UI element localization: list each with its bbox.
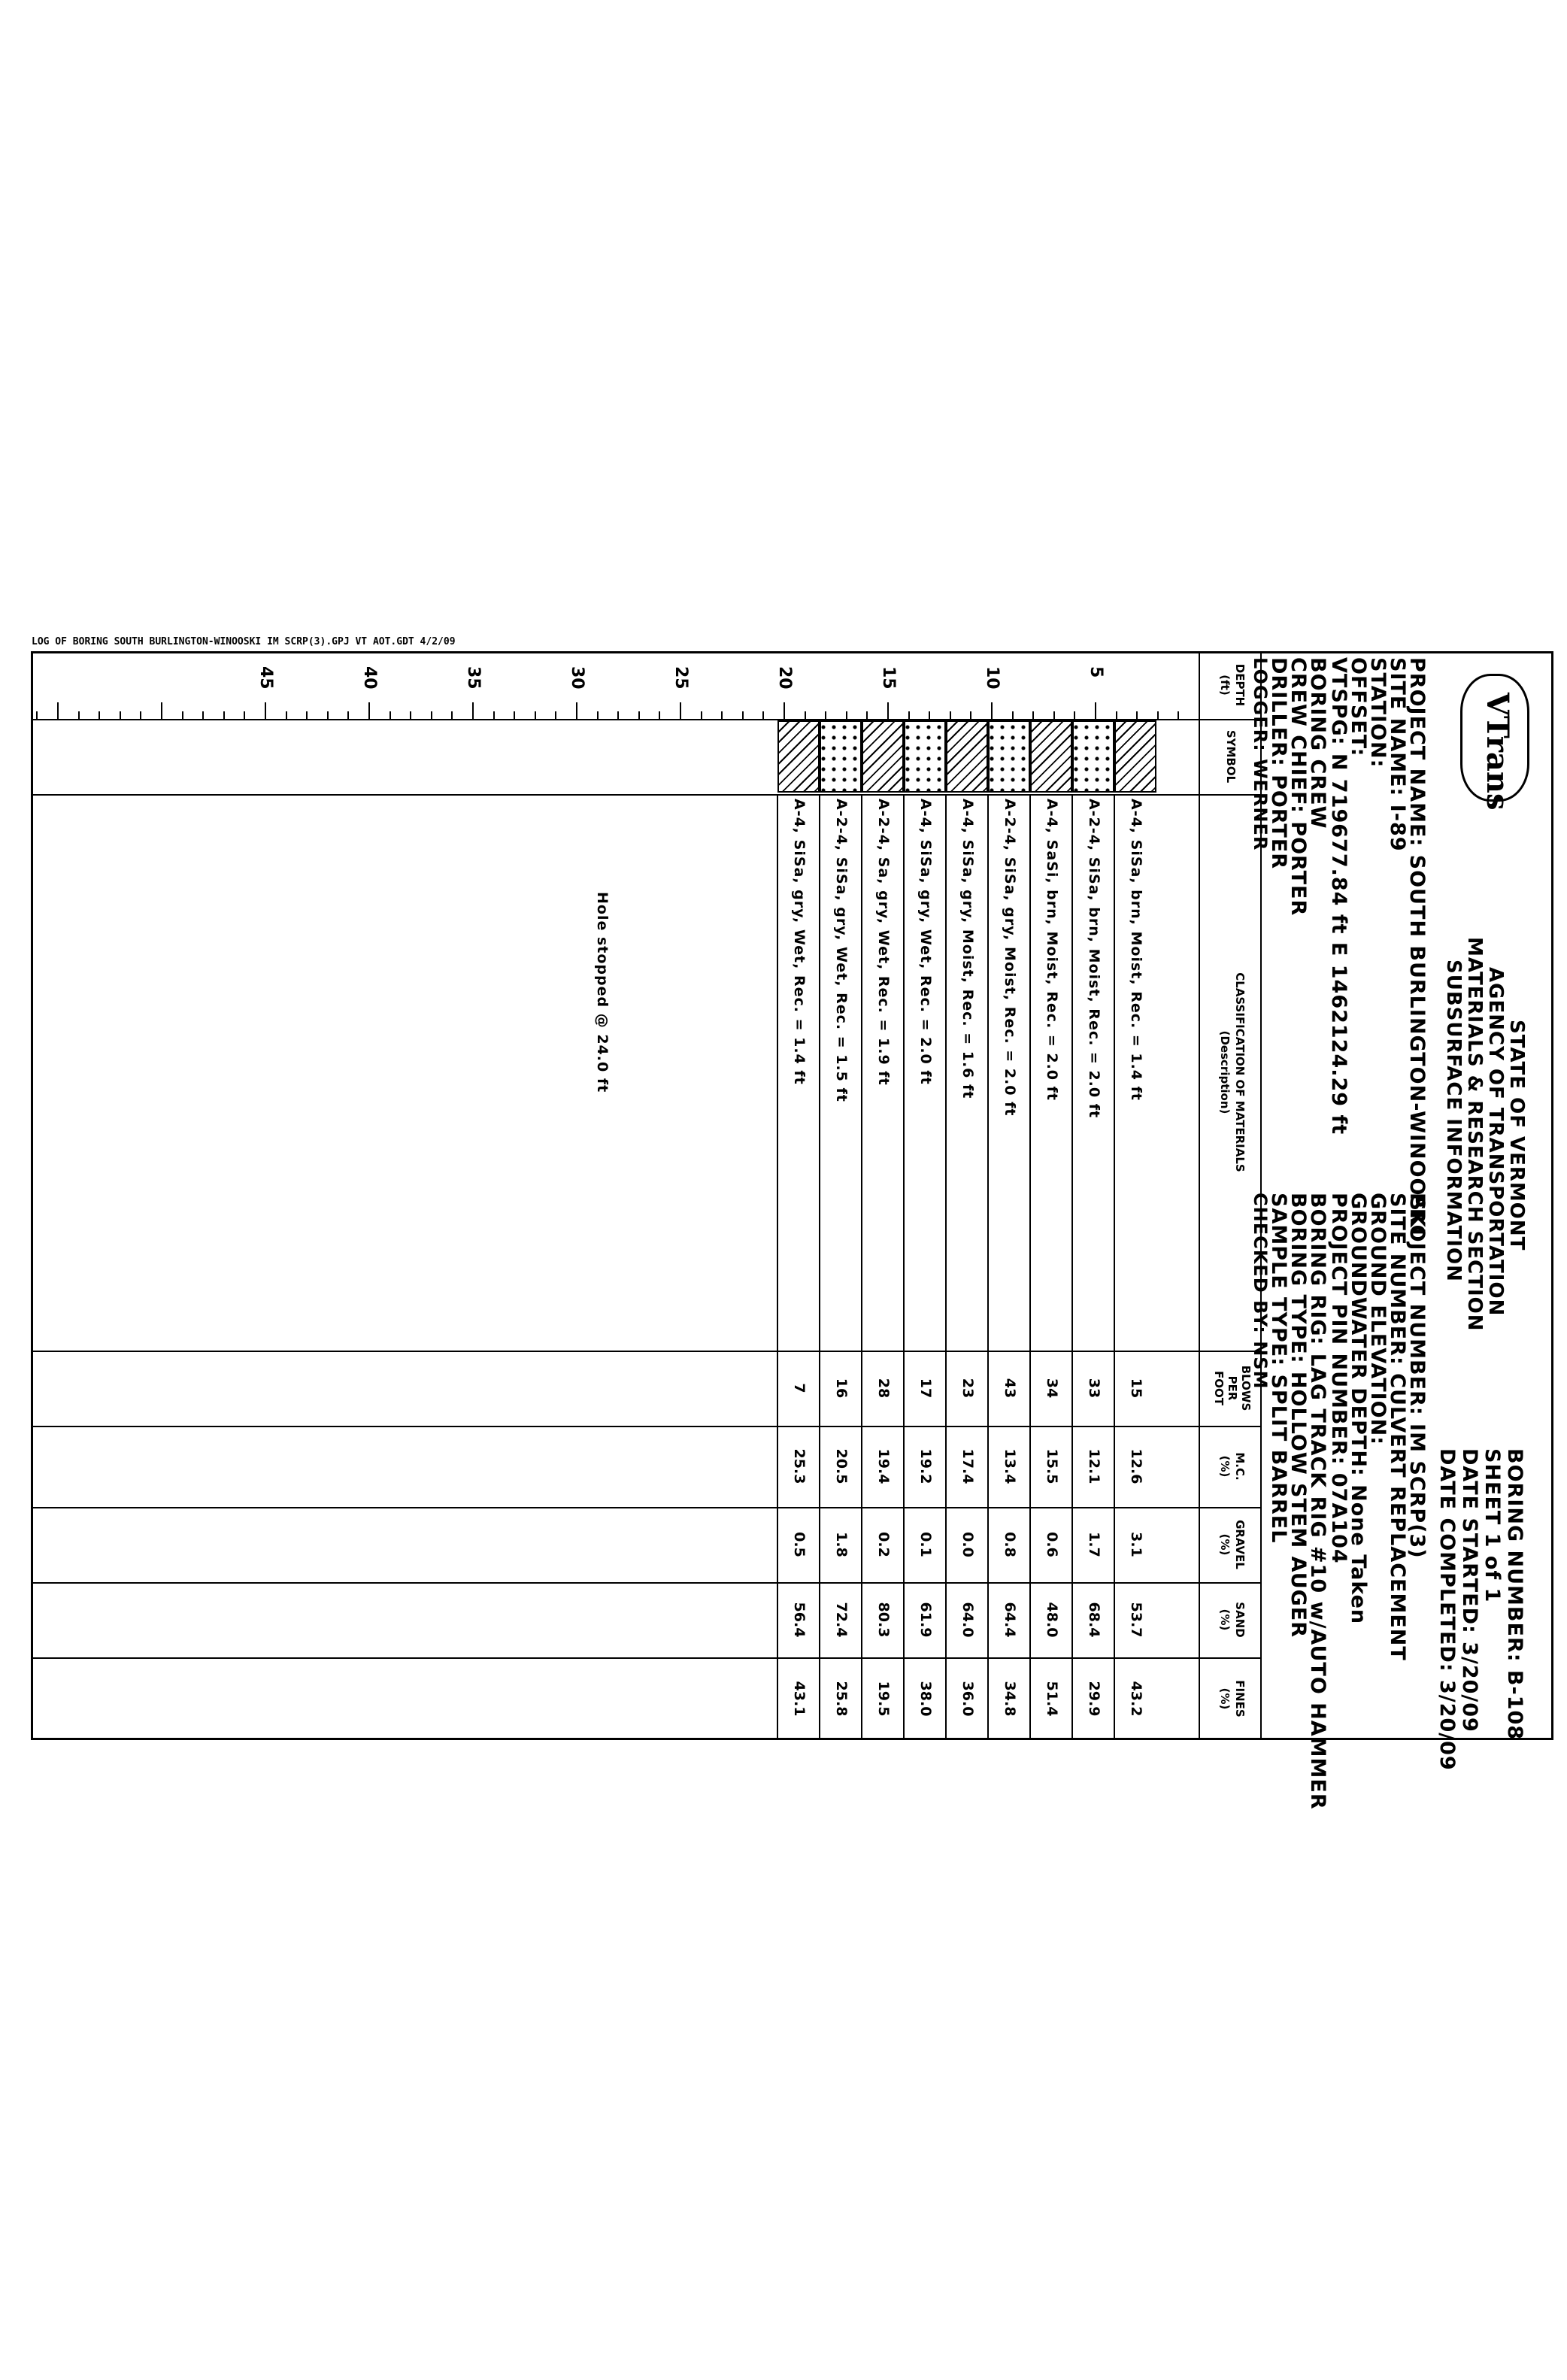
- depth-tick: [908, 711, 910, 719]
- depth-tick: [762, 711, 764, 719]
- depth-tick: [306, 711, 308, 719]
- boring-number: BORING NUMBER: B-108: [1503, 1448, 1526, 1741]
- soil-symbol: [862, 720, 904, 793]
- sample-blows: 28: [875, 1378, 892, 1399]
- ground-elevation: GROUND ELEVATION:: [1366, 1193, 1390, 1446]
- site-name: SITE NAME: I-89: [1386, 657, 1409, 852]
- sample-blows: 17: [917, 1378, 934, 1399]
- depth-tick: [659, 711, 660, 719]
- groundwater-depth: GROUNDWATER DEPTH: None Taken: [1347, 1193, 1370, 1625]
- sample-mc: 17.4: [959, 1448, 976, 1484]
- sample-sand: 61.9: [917, 1602, 934, 1638]
- date-started: DATE STARTED: 3/20/09: [1458, 1448, 1481, 1733]
- fines-header: FINES: [1233, 1680, 1247, 1718]
- sample-gravel: 1.8: [833, 1532, 850, 1557]
- depth-tick: [555, 711, 556, 719]
- station: STATION:: [1366, 657, 1390, 769]
- sample-blows: 23: [959, 1378, 976, 1399]
- depth-tick: [866, 711, 868, 719]
- depth-tick: [99, 711, 100, 719]
- depth-tick: [244, 711, 245, 719]
- logo-text: VTrans: [1480, 693, 1515, 811]
- sample-mc: 12.6: [1128, 1448, 1144, 1484]
- project-name: PROJECT NAME: SOUTH BURLINGTON-WINOOSKI: [1405, 657, 1429, 1236]
- depth-label: 25: [671, 666, 690, 690]
- mc-unit: (%): [1218, 1455, 1232, 1478]
- depth-label: 45: [256, 666, 275, 690]
- sample-fines: 36.0: [959, 1681, 976, 1717]
- sample-row-line: [819, 794, 820, 1740]
- sample-blows: 34: [1044, 1378, 1060, 1399]
- depth-tick: [784, 702, 785, 719]
- depth-label: 35: [464, 666, 483, 690]
- sample-fines: 19.5: [875, 1681, 892, 1717]
- sample-sand: 56.4: [791, 1602, 808, 1638]
- depth-tick: [721, 711, 723, 719]
- sample-sand: 68.4: [1086, 1602, 1102, 1638]
- sample-mc: 25.3: [791, 1448, 808, 1484]
- col-divider-blows: [31, 1426, 1262, 1427]
- sample-blows: 15: [1128, 1378, 1144, 1399]
- sample-description: A-2-4, SiSa, brn, Moist, Rec. = 2.0 ft: [1086, 799, 1102, 1119]
- depth-unit: (ft): [1218, 675, 1232, 696]
- depth-tick: [431, 711, 432, 719]
- gravel-header: GRAVEL: [1233, 1520, 1247, 1569]
- sample-mc: 19.2: [917, 1448, 934, 1484]
- agency-line-2: AGENCY OF TRANSPORTATION: [1484, 967, 1507, 1317]
- sample-type: SAMPLE TYPE: SPLIT BARREL: [1267, 1193, 1290, 1544]
- depth-tick: [576, 702, 577, 719]
- sample-description: A-4, SiSa, gry, Moist, Rec. = 1.6 ft: [959, 799, 976, 1099]
- project-pin-number: PROJECT PIN NUMBER: 07A104: [1327, 1193, 1350, 1564]
- sample-gravel: 1.7: [1086, 1532, 1102, 1557]
- classification-header: CLASSIFICATION OF MATERIALS: [1233, 972, 1247, 1172]
- boring-crew: BORING CREW: [1306, 657, 1329, 829]
- depth-tick: [265, 702, 266, 719]
- sample-mc: 20.5: [833, 1448, 850, 1484]
- depth-tick: [368, 702, 370, 719]
- sample-row-line: [777, 794, 778, 1740]
- crew-chief: CREW CHIEF: PORTER: [1287, 657, 1310, 917]
- sample-gravel: 0.6: [1044, 1532, 1060, 1557]
- depth-tick: [825, 711, 826, 719]
- sample-row-line: [903, 794, 905, 1740]
- depth-tick: [1074, 711, 1075, 719]
- vtspg-coordinates: VTSPG: N 719677.84 ft E 1462124.29 ft: [1327, 657, 1350, 1135]
- depth-tick: [846, 711, 847, 719]
- mc-header: M.C.: [1233, 1452, 1247, 1481]
- sample-row-line: [987, 794, 989, 1740]
- depth-tick: [347, 711, 349, 719]
- depth-tick: [535, 711, 536, 719]
- soil-symbol: [946, 720, 988, 793]
- depth-tick: [1136, 711, 1138, 719]
- col-divider-sand: [31, 1657, 1262, 1659]
- driller: DRILLER: PORTER: [1267, 657, 1290, 870]
- depth-tick: [638, 711, 640, 719]
- sand-header: SAND: [1233, 1602, 1247, 1638]
- sample-mc: 12.1: [1086, 1448, 1102, 1484]
- sample-description: A-4, SiSa, gry, Wet, Rec. = 2.0 ft: [917, 799, 934, 1085]
- depth-tick: [617, 711, 619, 719]
- soil-symbol: [1114, 720, 1156, 793]
- blows-header-2: PER: [1226, 1375, 1239, 1401]
- sample-sand: 64.4: [1002, 1602, 1018, 1638]
- depth-tick: [78, 711, 80, 719]
- sample-row-line: [945, 794, 947, 1740]
- blows-header-1: BLOWS: [1239, 1365, 1253, 1411]
- sample-description: A-4, SiSa, gry, Wet, Rec. = 1.4 ft: [791, 799, 808, 1085]
- depth-tick: [514, 711, 515, 719]
- sample-blows: 33: [1086, 1378, 1102, 1399]
- depth-tick: [597, 711, 599, 719]
- depth-tick: [1157, 711, 1159, 719]
- depth-tick: [472, 702, 474, 719]
- symbol-header: SYMBOL: [1224, 729, 1238, 784]
- depth-tick: [887, 702, 889, 719]
- sample-fines: 43.1: [791, 1681, 808, 1717]
- sample-gravel: 0.8: [1002, 1532, 1018, 1557]
- depth-tick: [36, 711, 38, 719]
- site-number: SITE NUMBER: CULVERT REPLACEMENT: [1386, 1193, 1409, 1661]
- depth-tick: [1012, 711, 1014, 719]
- col-divider-class: [31, 1351, 1262, 1352]
- sample-fines: 51.4: [1044, 1681, 1060, 1717]
- offset: OFFSET:: [1347, 657, 1370, 757]
- depth-tick: [389, 711, 391, 719]
- sample-sand: 48.0: [1044, 1602, 1060, 1638]
- sample-mc: 13.4: [1002, 1448, 1018, 1484]
- sample-gravel: 0.1: [917, 1532, 934, 1557]
- logger: LOGGER: WERNER: [1250, 657, 1271, 851]
- depth-tick: [1032, 711, 1034, 719]
- sample-gravel: 0.2: [875, 1532, 892, 1557]
- sample-blows: 43: [1002, 1378, 1018, 1399]
- sheet-number: SHEET 1 of 1: [1481, 1448, 1504, 1603]
- sample-fines: 34.8: [1002, 1681, 1018, 1717]
- depth-tick: [327, 711, 329, 719]
- depth-label: 5: [1087, 666, 1105, 678]
- depth-label: 20: [775, 666, 794, 690]
- sample-row-line: [861, 794, 862, 1740]
- depth-tick: [286, 711, 287, 719]
- gravel-unit: (%): [1218, 1533, 1232, 1556]
- agency-line-3: MATERIALS & RESEARCH SECTION: [1463, 937, 1486, 1332]
- depth-tick: [140, 711, 141, 719]
- sample-fines: 38.0: [917, 1681, 934, 1717]
- blows-header-3: FOOT: [1212, 1371, 1226, 1405]
- soil-symbol: [777, 720, 820, 793]
- depth-tick: [57, 702, 59, 719]
- depth-tick: [680, 702, 681, 719]
- depth-tick: [1116, 711, 1117, 719]
- depth-tick: [493, 711, 495, 719]
- date-completed: DATE COMPLETED: 3/20/09: [1435, 1448, 1459, 1771]
- boring-rig: BORING RIG: LAG TRACK RIG #10 w/AUTO HAMMER: [1306, 1193, 1329, 1810]
- depth-tick: [1053, 711, 1055, 719]
- vtrans-logo: [1460, 674, 1529, 811]
- classification-subheader: (Description): [1218, 1030, 1232, 1114]
- sample-gravel: 0.0: [959, 1532, 976, 1557]
- sample-sand: 80.3: [875, 1602, 892, 1638]
- depth-tick: [410, 711, 411, 719]
- sample-sand: 53.7: [1128, 1602, 1144, 1638]
- depth-tick: [182, 711, 183, 719]
- depth-tick: [970, 711, 971, 719]
- col-divider-symbol: [31, 794, 1262, 796]
- sample-mc: 15.5: [1044, 1448, 1060, 1484]
- depth-tick: [950, 711, 951, 719]
- depth-tick: [991, 702, 993, 719]
- sample-fines: 25.8: [833, 1681, 850, 1717]
- sample-sand: 64.0: [959, 1602, 976, 1638]
- soil-symbol: [904, 720, 946, 793]
- depth-label: 40: [360, 666, 379, 690]
- boring-log-form: [31, 651, 1553, 1810]
- soil-symbol: [820, 720, 862, 793]
- fines-unit: (%): [1218, 1687, 1232, 1710]
- depth-tick: [742, 711, 744, 719]
- soil-symbol: [1072, 720, 1114, 793]
- col-divider-gravel: [31, 1582, 1262, 1584]
- depth-tick: [161, 702, 162, 719]
- sample-description: A-2-4, SiSa, gry, Moist, Rec. = 2.0 ft: [1002, 799, 1018, 1117]
- project-number: PROJECT NUMBER: IM SCRP(3): [1405, 1193, 1429, 1559]
- sample-row-line: [1114, 794, 1115, 1740]
- col-divider-mc: [31, 1507, 1262, 1508]
- soil-symbol: [1030, 720, 1072, 793]
- depth-tick: [223, 711, 225, 719]
- column-header-divider: [1199, 651, 1200, 1740]
- sample-row-line: [1071, 794, 1073, 1740]
- depth-tick: [120, 711, 121, 719]
- log-footer-text: LOG OF BORING SOUTH BURLINGTON-WINOOSKI IM SCRP(3).GPJ VT AOT.GDT 4/2/09: [32, 636, 456, 647]
- sample-description: A-2-4, SiSa, gry, Wet, Rec. = 1.5 ft: [833, 799, 850, 1102]
- depth-label: 10: [983, 666, 1002, 690]
- hole-stopped-note: Hole stopped @ 24.0 ft: [594, 892, 611, 1093]
- agency-line-1: STATE OF VERMONT: [1505, 1020, 1528, 1251]
- boring-type: BORING TYPE: HOLLOW STEM AUGER: [1287, 1193, 1310, 1639]
- depth-tick: [202, 711, 204, 719]
- sample-fines: 29.9: [1086, 1681, 1102, 1717]
- agency-line-4: SUBSURFACE INFORMATION: [1442, 960, 1465, 1282]
- soil-symbol: [988, 720, 1030, 793]
- depth-tick: [701, 711, 702, 719]
- sample-mc: 19.4: [875, 1448, 892, 1484]
- depth-tick: [1095, 702, 1096, 719]
- sample-fines: 43.2: [1128, 1681, 1144, 1717]
- depth-tick: [451, 711, 453, 719]
- sand-unit: (%): [1218, 1608, 1232, 1631]
- sample-description: A-2-4, Sa, gry, Wet, Rec. = 1.9 ft: [875, 799, 892, 1086]
- depth-tick: [929, 711, 930, 719]
- sample-blows: 16: [833, 1378, 850, 1399]
- depth-tick: [1178, 711, 1179, 719]
- sample-row-line: [1029, 794, 1031, 1740]
- sample-gravel: 0.5: [791, 1532, 808, 1557]
- checked-by: CHECKED BY: NSM: [1250, 1193, 1271, 1390]
- depth-label: 15: [879, 666, 898, 690]
- depth-label: 30: [568, 666, 586, 690]
- depth-header: DEPTH: [1233, 663, 1247, 707]
- depth-tick: [805, 711, 806, 719]
- sample-sand: 72.4: [833, 1602, 850, 1638]
- sample-description: A-4, SiSa, brn, Moist, Rec. = 1.4 ft: [1128, 799, 1144, 1101]
- sample-description: A-4, SaSi, brn, Moist, Rec. = 2.0 ft: [1044, 799, 1060, 1101]
- sample-gravel: 3.1: [1128, 1532, 1144, 1557]
- sample-blows: 7: [791, 1383, 808, 1393]
